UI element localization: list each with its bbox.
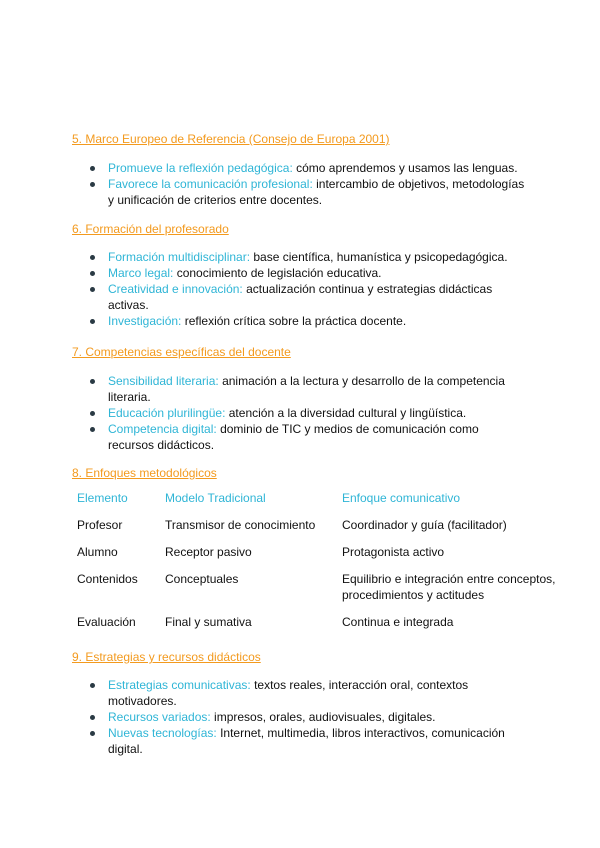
item-key: Nuevas tecnologías: [108, 726, 217, 740]
table-cell: Coordinador y guía (facilitador) [342, 518, 507, 532]
list-item [90, 725, 510, 757]
section-7-list [90, 373, 520, 453]
item-text: base científica, humanística y psicopedagógica. [250, 250, 508, 264]
item-text: reflexión crítica sobre la práctica docente. [181, 314, 407, 328]
bullet-icon [90, 427, 95, 432]
table-cell: Profesor [77, 518, 123, 532]
bullet-icon [90, 271, 95, 276]
item-text: Internet, multimedia, libros interactivos, comunicación digital. [108, 726, 505, 756]
item-text: conocimiento de legislación educativa. [173, 266, 382, 280]
table-cell: Alumno [77, 545, 118, 559]
section-5-list [90, 160, 530, 208]
table-cell: Final y sumativa [165, 615, 252, 629]
item-text: dominio de TIC y medios de comunicación como recursos didácticos. [108, 422, 479, 452]
section-9-heading: 9. Estrategias y recursos didácticos [72, 650, 261, 664]
table-header-cell: Elemento [77, 491, 128, 505]
list-item [90, 281, 510, 313]
item-key: Promueve la reflexión pedagógica: [108, 161, 293, 175]
item-text: atención a la diversidad cultural y lingüística. [225, 406, 467, 420]
bullet-icon [90, 255, 95, 260]
item-text: intercambio de objetivos, metodologías y unificación de criterios entre docentes. [108, 177, 525, 207]
item-text: actualización continua y estrategias didácticas activas. [108, 282, 493, 312]
list-item [90, 677, 510, 709]
bullet-icon [90, 731, 95, 736]
table-cell: Contenidos [77, 572, 138, 586]
section-6-heading: 6. Formación del profesorado [72, 222, 229, 236]
list-item [90, 709, 510, 725]
item-key: Marco legal: [108, 266, 174, 280]
table-cell: Protagonista activo [342, 545, 445, 559]
item-text: cómo aprendemos y usamos las lenguas. [292, 161, 518, 175]
list-item [90, 176, 530, 208]
list-item [90, 249, 510, 265]
item-key: Favorece la comunicación profesional: [108, 177, 313, 191]
item-text: animación a la lectura y desarrollo de la competencia literaria. [108, 374, 505, 404]
section-8-heading: 8. Enfoques metodológicos [72, 466, 217, 480]
section-5-heading: 5. Marco Europeo de Referencia (Consejo de Europa 2001) [72, 132, 390, 146]
table-header-cell: Enfoque comunicativo [342, 491, 461, 505]
bullet-icon [90, 379, 95, 384]
list-item [90, 313, 510, 329]
bullet-icon [90, 166, 95, 171]
section-9-list [90, 677, 510, 757]
item-key: Educación plurilingüe: [108, 406, 226, 420]
item-key: Investigación: [108, 314, 182, 328]
table-cell: Receptor pasivo [165, 545, 252, 559]
item-text: impresos, orales, audiovisuales, digitales. [210, 710, 436, 724]
table-cell: Equilibrio e integración entre conceptos, procedimientos y actitudes [342, 572, 556, 602]
item-text: textos reales, interacción oral, contextos motivadores. [108, 678, 469, 708]
item-key: Creatividad e innovación: [108, 282, 243, 296]
item-key: Recursos variados: [108, 710, 211, 724]
table-cell: Evaluación [77, 615, 136, 629]
section-7-heading: 7. Competencias específicas del docente [72, 345, 291, 359]
bullet-icon [90, 683, 95, 688]
list-item [90, 421, 520, 453]
table-cell: Continua e integrada [342, 615, 454, 629]
section-6-list [90, 249, 510, 329]
bullet-icon [90, 715, 95, 720]
item-key: Formación multidisciplinar: [108, 250, 251, 264]
list-item [90, 405, 520, 421]
list-item [90, 373, 520, 405]
item-key: Competencia digital: [108, 422, 217, 436]
item-key: Sensibilidad literaria: [108, 374, 219, 388]
bullet-icon [90, 411, 95, 416]
bullet-icon [90, 287, 95, 292]
table-header-cell: Modelo Tradicional [165, 491, 266, 505]
list-item [90, 160, 530, 176]
bullet-icon [90, 182, 95, 187]
table-cell: Conceptuales [165, 572, 239, 586]
table-cell: Transmisor de conocimiento [165, 518, 316, 532]
list-item [90, 265, 510, 281]
bullet-icon [90, 319, 95, 324]
item-key: Estrategias comunicativas: [108, 678, 251, 692]
